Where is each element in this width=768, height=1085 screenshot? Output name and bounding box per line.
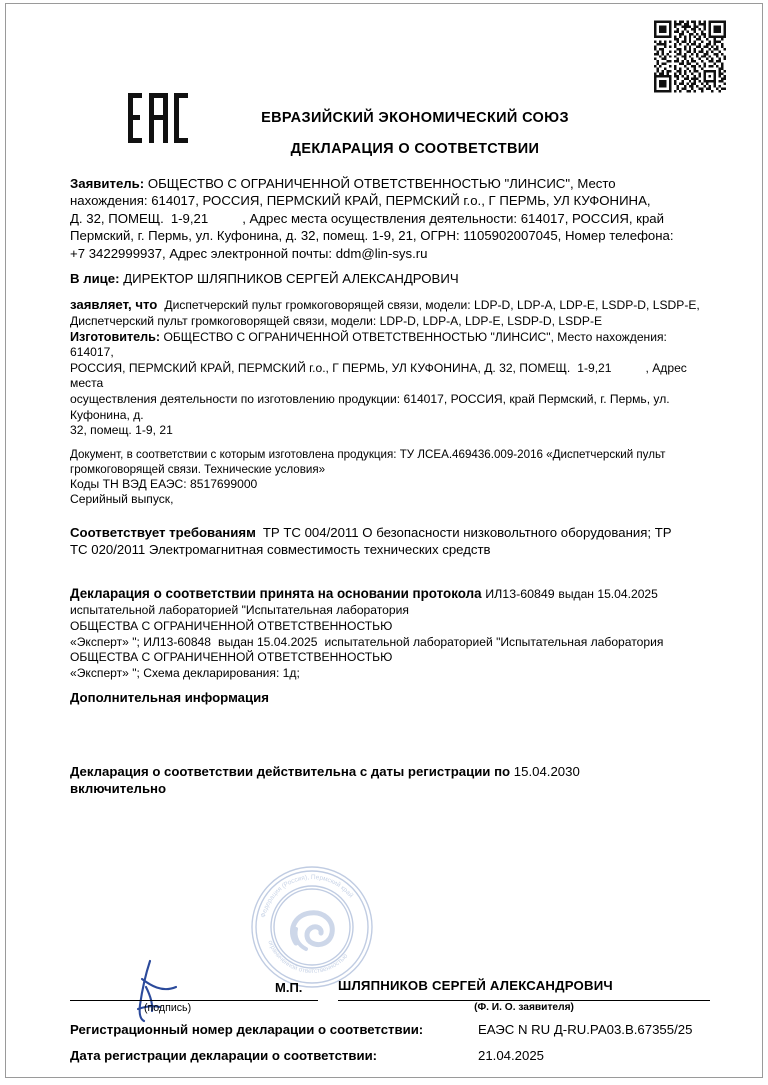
signature-row: [70, 978, 710, 1012]
seal-place-label: М.П.: [275, 980, 303, 995]
requirements-line-2: ТС 020/2011 Электромагнитная совместимость технических средств: [70, 542, 491, 558]
registration-date-value: 21.04.2025: [478, 1048, 545, 1063]
document-body: [70, 175, 710, 798]
representative-value: ДИРЕКТОР ШЛЯПНИКОВ СЕРГЕЙ АЛЕКСАНДРОВИЧ: [123, 271, 459, 287]
declares-section: [70, 297, 710, 329]
declares-line-1: Диспетчерский пульт громкоговорящей связи, модели: LDP-D, LDP-A, LDP-E, LSDP-D, LSDP-E,: [164, 298, 700, 313]
product-document-line-2: громкоговорящей связи. Технические условия»: [70, 462, 326, 476]
registration-number-label: Регистрационный номер декларации о соответствии:: [70, 1022, 424, 1037]
svg-text:ограниченной ответственностью: ограниченной ответственностью: [266, 939, 350, 976]
manufacturer-line-4: 32, помещ. 1-9, 21: [70, 423, 173, 438]
product-document-line-1: Документ, в соответствии с которым изготовлена продукция: ТУ ЛСЕА.469436.009-2016 «Диспетчерский пульт: [70, 447, 666, 461]
manufacturer-premises: 1-9,21: [577, 360, 612, 375]
representative-label: В лице:: [70, 271, 120, 287]
additional-information-section: [70, 689, 710, 706]
additional-information-label: Дополнительная информация: [70, 690, 269, 706]
declares-line-2: Диспетчерский пульт громкоговорящей связи, модели: LDP-D, LDP-A, LDP-E, LSDP-D, LSDP-E: [70, 314, 603, 329]
product-document-section: [70, 447, 710, 477]
document-subtitle: ДЕКЛАРАЦИЯ О СООТВЕТСТВИИ: [290, 141, 540, 158]
requirements-section: [70, 524, 710, 559]
document-title-block: [190, 110, 640, 159]
release-type: Серийный выпуск,: [70, 492, 174, 507]
validity-suffix: включительно: [70, 781, 167, 797]
company-seal-stamp: [250, 865, 374, 989]
basis-protocol-2-issued: выдан 15.04.2025: [218, 634, 318, 649]
basis-line-3: ОБЩЕСТВА С ОГРАНИЧЕННОЙ ОТВЕТСТВЕННОСТЬЮ: [70, 618, 393, 633]
basis-line-4: [70, 635, 710, 651]
applicant-line-3c: , Адрес места осуществления деятельности: 614017, РОССИЯ, край: [242, 210, 664, 226]
registration-number-row: [70, 1022, 710, 1044]
signature-caption: (подпись): [144, 1002, 192, 1014]
applicant-line-4: Пермский, г. Пермь, ул. Куфонина, д. 32, помещ. 1-9, 21, ОГРН: 1105902007045, Номер телефона:: [70, 228, 674, 244]
validity-label: Декларация о соответствии действительна с даты регистрации по: [70, 763, 511, 779]
requirements-label: Соответствует требованиям: [70, 524, 256, 540]
manufacturer-line-1: ОБЩЕСТВО С ОГРАНИЧЕННОЙ ОТВЕТСТВЕННОСТЬЮ "ЛИНСИС", Место нахождения: 614017,: [70, 329, 667, 360]
applicant-section: [70, 175, 710, 262]
page-title: ЕВРАЗИЙСКИЙ ЭКОНОМИЧЕСКИЙ СОЮЗ: [261, 110, 569, 126]
applicant-line-5: +7 3422999937, Адрес электронной почты: ddm@lin-sys.ru: [70, 245, 428, 261]
declares-label: заявляет, что: [70, 297, 158, 313]
basis-protocol-1: ИЛ13-60849: [485, 586, 555, 601]
validity-section: [70, 763, 710, 798]
registration-number-value: ЕАЭС N RU Д-RU.РА03.В.67355/25: [478, 1022, 693, 1037]
registration-date-label: Дата регистрации декларации о соответствии:: [70, 1048, 378, 1063]
manufacturer-line-2a: РОССИЯ, ПЕРМСКИЙ КРАЙ, ПЕРМСКИЙ г.о., Г ПЕРМЬ, УЛ КУФОНИНА, Д. 32, ПОМЕЩ.: [70, 360, 571, 375]
eac-conformity-mark-icon: [127, 92, 189, 144]
svg-text:Федерация (Россия), Пермский к: Федерация (Россия), Пермский край: [259, 873, 355, 919]
applicant-line-2: нахождения: 614017, РОССИЯ, ПЕРМСКИЙ КРАЙ, ПЕРМСКИЙ г.о., Г ПЕРМЬ, УЛ КУФОНИНА,: [70, 193, 651, 209]
basis-scheme-line: «Эксперт» "; Схема декларирования: 1д;: [70, 665, 300, 680]
applicant-line-3a: Д. 32, ПОМЕЩ.: [70, 210, 164, 226]
applicant-label: Заявитель:: [70, 176, 145, 191]
basis-label: Декларация о соответствии принята на основании протокола: [70, 585, 482, 601]
basis-line-5: ОБЩЕСТВА С ОГРАНИЧЕННОЙ ОТВЕТСТВЕННОСТЬЮ: [70, 650, 393, 665]
signature-rule: [70, 1000, 318, 1001]
applicant-line-1: ОБЩЕСТВО С ОГРАНИЧЕННОЙ ОТВЕТСТВЕННОСТЬЮ "ЛИНСИС", Место: [147, 176, 616, 191]
applicant-premises: 1-9,21: [170, 210, 209, 226]
manufacturer-line-2c: , Адрес места: [70, 360, 687, 391]
qr-code: [654, 19, 726, 94]
signer-caption: (Ф. И. О. заявителя): [474, 1002, 574, 1013]
basis-protocol-2: «Эксперт» "; ИЛ13-60848: [70, 634, 212, 649]
representative-section: [70, 270, 710, 287]
manufacturer-label: Изготовитель:: [70, 329, 161, 344]
basis-protocol-1-issued: выдан 15.04.2025: [558, 586, 658, 601]
basis-heading-line: [70, 585, 710, 604]
basis-line-4c: испытательной лабораторией "Испытательная лаборатория: [324, 634, 664, 649]
signer-name: ШЛЯПНИКОВ СЕРГЕЙ АЛЕКСАНДРОВИЧ: [338, 978, 613, 993]
document-footer: [70, 978, 710, 1070]
signer-name-rule: [338, 1000, 710, 1001]
manufacturer-section: [70, 330, 710, 439]
basis-section: [70, 585, 710, 682]
registration-date-row: [70, 1048, 710, 1070]
requirements-line-1: ТР ТС 004/2011 О безопасности низковольтного оборудования; ТР: [262, 524, 672, 540]
validity-date: 15.04.2030: [513, 763, 580, 779]
tnved-codes: Коды ТН ВЭД ЕАЭС: 8517699000: [70, 476, 258, 491]
manufacturer-line-3: осуществления деятельности по изготовлению продукции: 614017, РОССИЯ, край Пермский, г. Пермь, ул. Куфонина, д.: [70, 392, 670, 422]
basis-line-2: испытательной лабораторией "Испытательная лаборатория: [70, 603, 409, 618]
